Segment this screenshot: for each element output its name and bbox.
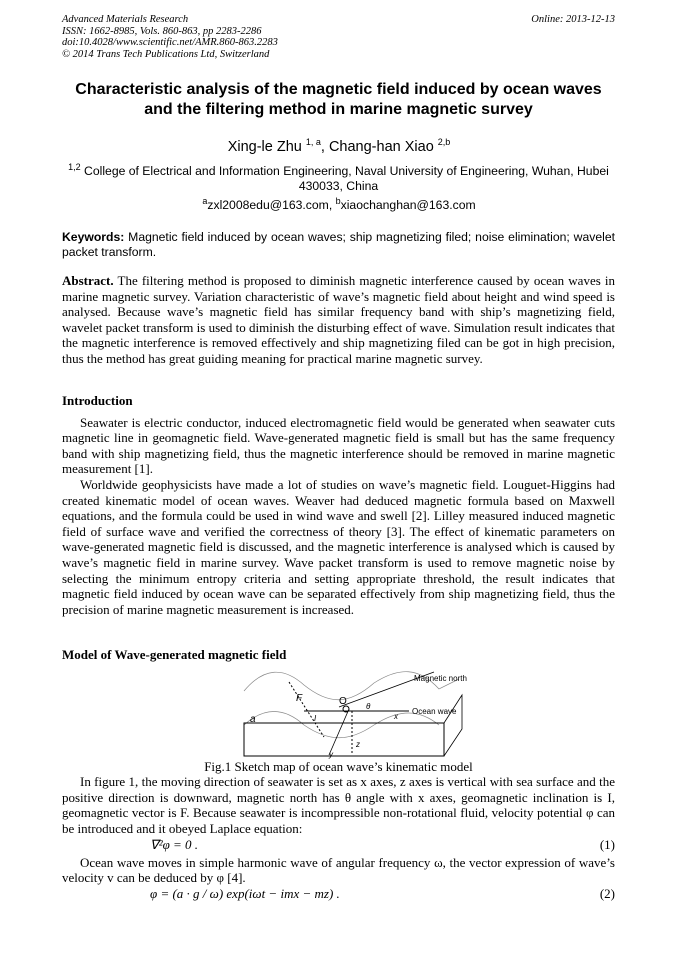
intro-paragraph: Seawater is electric conductor, induced electromagnetic field would be generated when seawater cuts magnetic line in geomagnetic field. Wave-generated magnetic field is small but has the same frequency band with ship magnetizing field, thus the magnetic interference should be removed in marine magnetic measurement [1]. — [62, 414, 615, 477]
model-heading: Model of Wave-generated magnetic field — [62, 647, 287, 662]
equation-1-number: (1) — [599, 836, 615, 852]
email-b[interactable]: xiaochanghan@163.com — [340, 198, 476, 213]
figure-1-wave-sketch — [234, 667, 474, 759]
introduction-heading: Introduction — [62, 393, 133, 408]
online-date: Online: 2013-12-13 — [531, 14, 615, 25]
author-sep: , — [320, 138, 329, 155]
journal-name: Advanced Materials Research — [62, 14, 189, 25]
label-z: z — [356, 739, 360, 749]
equation-2 — [62, 886, 615, 904]
label-ocean-wave: Ocean wave — [412, 706, 457, 716]
authors — [0, 137, 678, 155]
issn: ISSN: 1662-8985, Vols. 860-863, pp 2283-2286 — [62, 25, 262, 37]
affiliation — [62, 160, 615, 194]
equation-1-expr: ∇²φ = 0 . — [150, 836, 199, 852]
equation-2-expr: φ = (a · g / ω) exp(iωt − imx − mz) . — [150, 885, 340, 901]
label-x: x — [394, 711, 398, 721]
F-vector — [289, 682, 324, 737]
doi: doi:10.4028/www.scientific.net/AMR.860-863.2283 — [62, 37, 278, 49]
label-magnetic-north: Magnetic north — [414, 673, 467, 683]
y-axis — [329, 709, 349, 755]
equation-2-number: (2) — [599, 885, 615, 901]
keywords-text: Magnetic field induced by ocean waves; ship magnetizing filed; noise elimination; wavelet packet transform. — [62, 230, 615, 259]
author-2: Chang-han Xiao — [328, 138, 434, 155]
abstract — [62, 273, 615, 367]
label-O: O — [339, 695, 347, 707]
affil-text: College of Electrical and Information Engineering, Naval University of Engineering, Wuhan, Hubei 430033, China — [80, 164, 609, 194]
intro-paragraph: Worldwide geophysicists have made a lot of studies on wave’s magnetic field. Louguet-Higgins had created kinematic model of ocean waves. Weaver had deduced magnetic formula based on Maxwell equations, and the formula could be used in wind wave and swell [2]. Lilley measured induced magnetic field of surface wave and verified the correctness of theory [3]. The effect of kinematic parameters on wave-generated magnetic field is discussed, and the magnetic interference is analysed which is caused by wave’s magnetic field in marine survey. Wave packet transform is used to remove magnetic noise by selecting the minimum entropy criteria and setting appropriate threshold, the result indicates that magnetic field induced by ocean wave can be separated effectively from ship magnetizing field, thus the precision of marine magnetic measurement is increased. — [62, 476, 615, 617]
wave-crest-front — [244, 711, 439, 737]
model-paragraph: Ocean wave moves in simple harmonic wave of angular frequency ω, the vector expression of wave’s velocity v can be deduced by φ [4]. — [62, 854, 615, 886]
author-1-affil: 1, a — [305, 137, 321, 147]
affil-sup: 1,2 — [68, 162, 81, 172]
model-paragraph: In figure 1, the moving direction of seawater is set as x axes, z axes is vertical with sea surface and the positive direction is downward, magnetic north has θ angle with x axes, geomagnetic inclination is I, geomagnetic vector is F. Because seawater is incompressible non-rotational fluid, velocity potential φ can be introduced and it obeyed Laplace equation: — [62, 774, 615, 836]
author-2-affil: 2,b — [437, 137, 451, 147]
abstract-label: Abstract. — [62, 273, 114, 288]
block-side — [444, 695, 462, 756]
journal-header — [62, 14, 615, 60]
label-F: F — [296, 692, 303, 704]
author-1: Xing-le Zhu — [227, 138, 302, 155]
keywords-label: Keywords: — [62, 230, 125, 244]
label-theta: θ — [366, 701, 371, 711]
paper-title: Characteristic analysis of the magnetic field induced by ocean waves and the filtering method in marine magnetic survey — [75, 81, 602, 118]
keywords — [62, 230, 615, 260]
abstract-text: The filtering method is proposed to diminish magnetic interference caused by ocean waves in marine magnetic survey. Variation characteristic of wave’s magnetic field about height and wind speed is analysed. Because wave’s magnetic field has similar frequency band with ship’s magnetizing field, wavelet packet transform is used to diminish the disturbing effect of wave. Simulation result indicates that the magnetic interference is removed effectively and ship magnetizing filed can be got in high precision, thus the method has great guiding meaning for practical marine magnetic survey. — [62, 273, 615, 366]
introduction-section — [62, 393, 615, 617]
label-I: I — [314, 713, 317, 723]
equation-1 — [62, 837, 615, 855]
figure-caption: Fig.1 Sketch map of ocean wave’s kinematic model — [204, 758, 473, 774]
label-y: y — [329, 749, 333, 759]
email-a-sup: a — [202, 196, 208, 206]
email-a[interactable]: zxl2008edu@163.com, — [207, 198, 336, 213]
model-section — [62, 647, 615, 904]
email-b-sup: b — [335, 196, 341, 206]
emails — [0, 196, 678, 212]
label-a: a — [250, 713, 256, 725]
water-block — [244, 723, 444, 756]
copyright: © 2014 Trans Tech Publications Ltd, Switzerland — [62, 48, 270, 60]
